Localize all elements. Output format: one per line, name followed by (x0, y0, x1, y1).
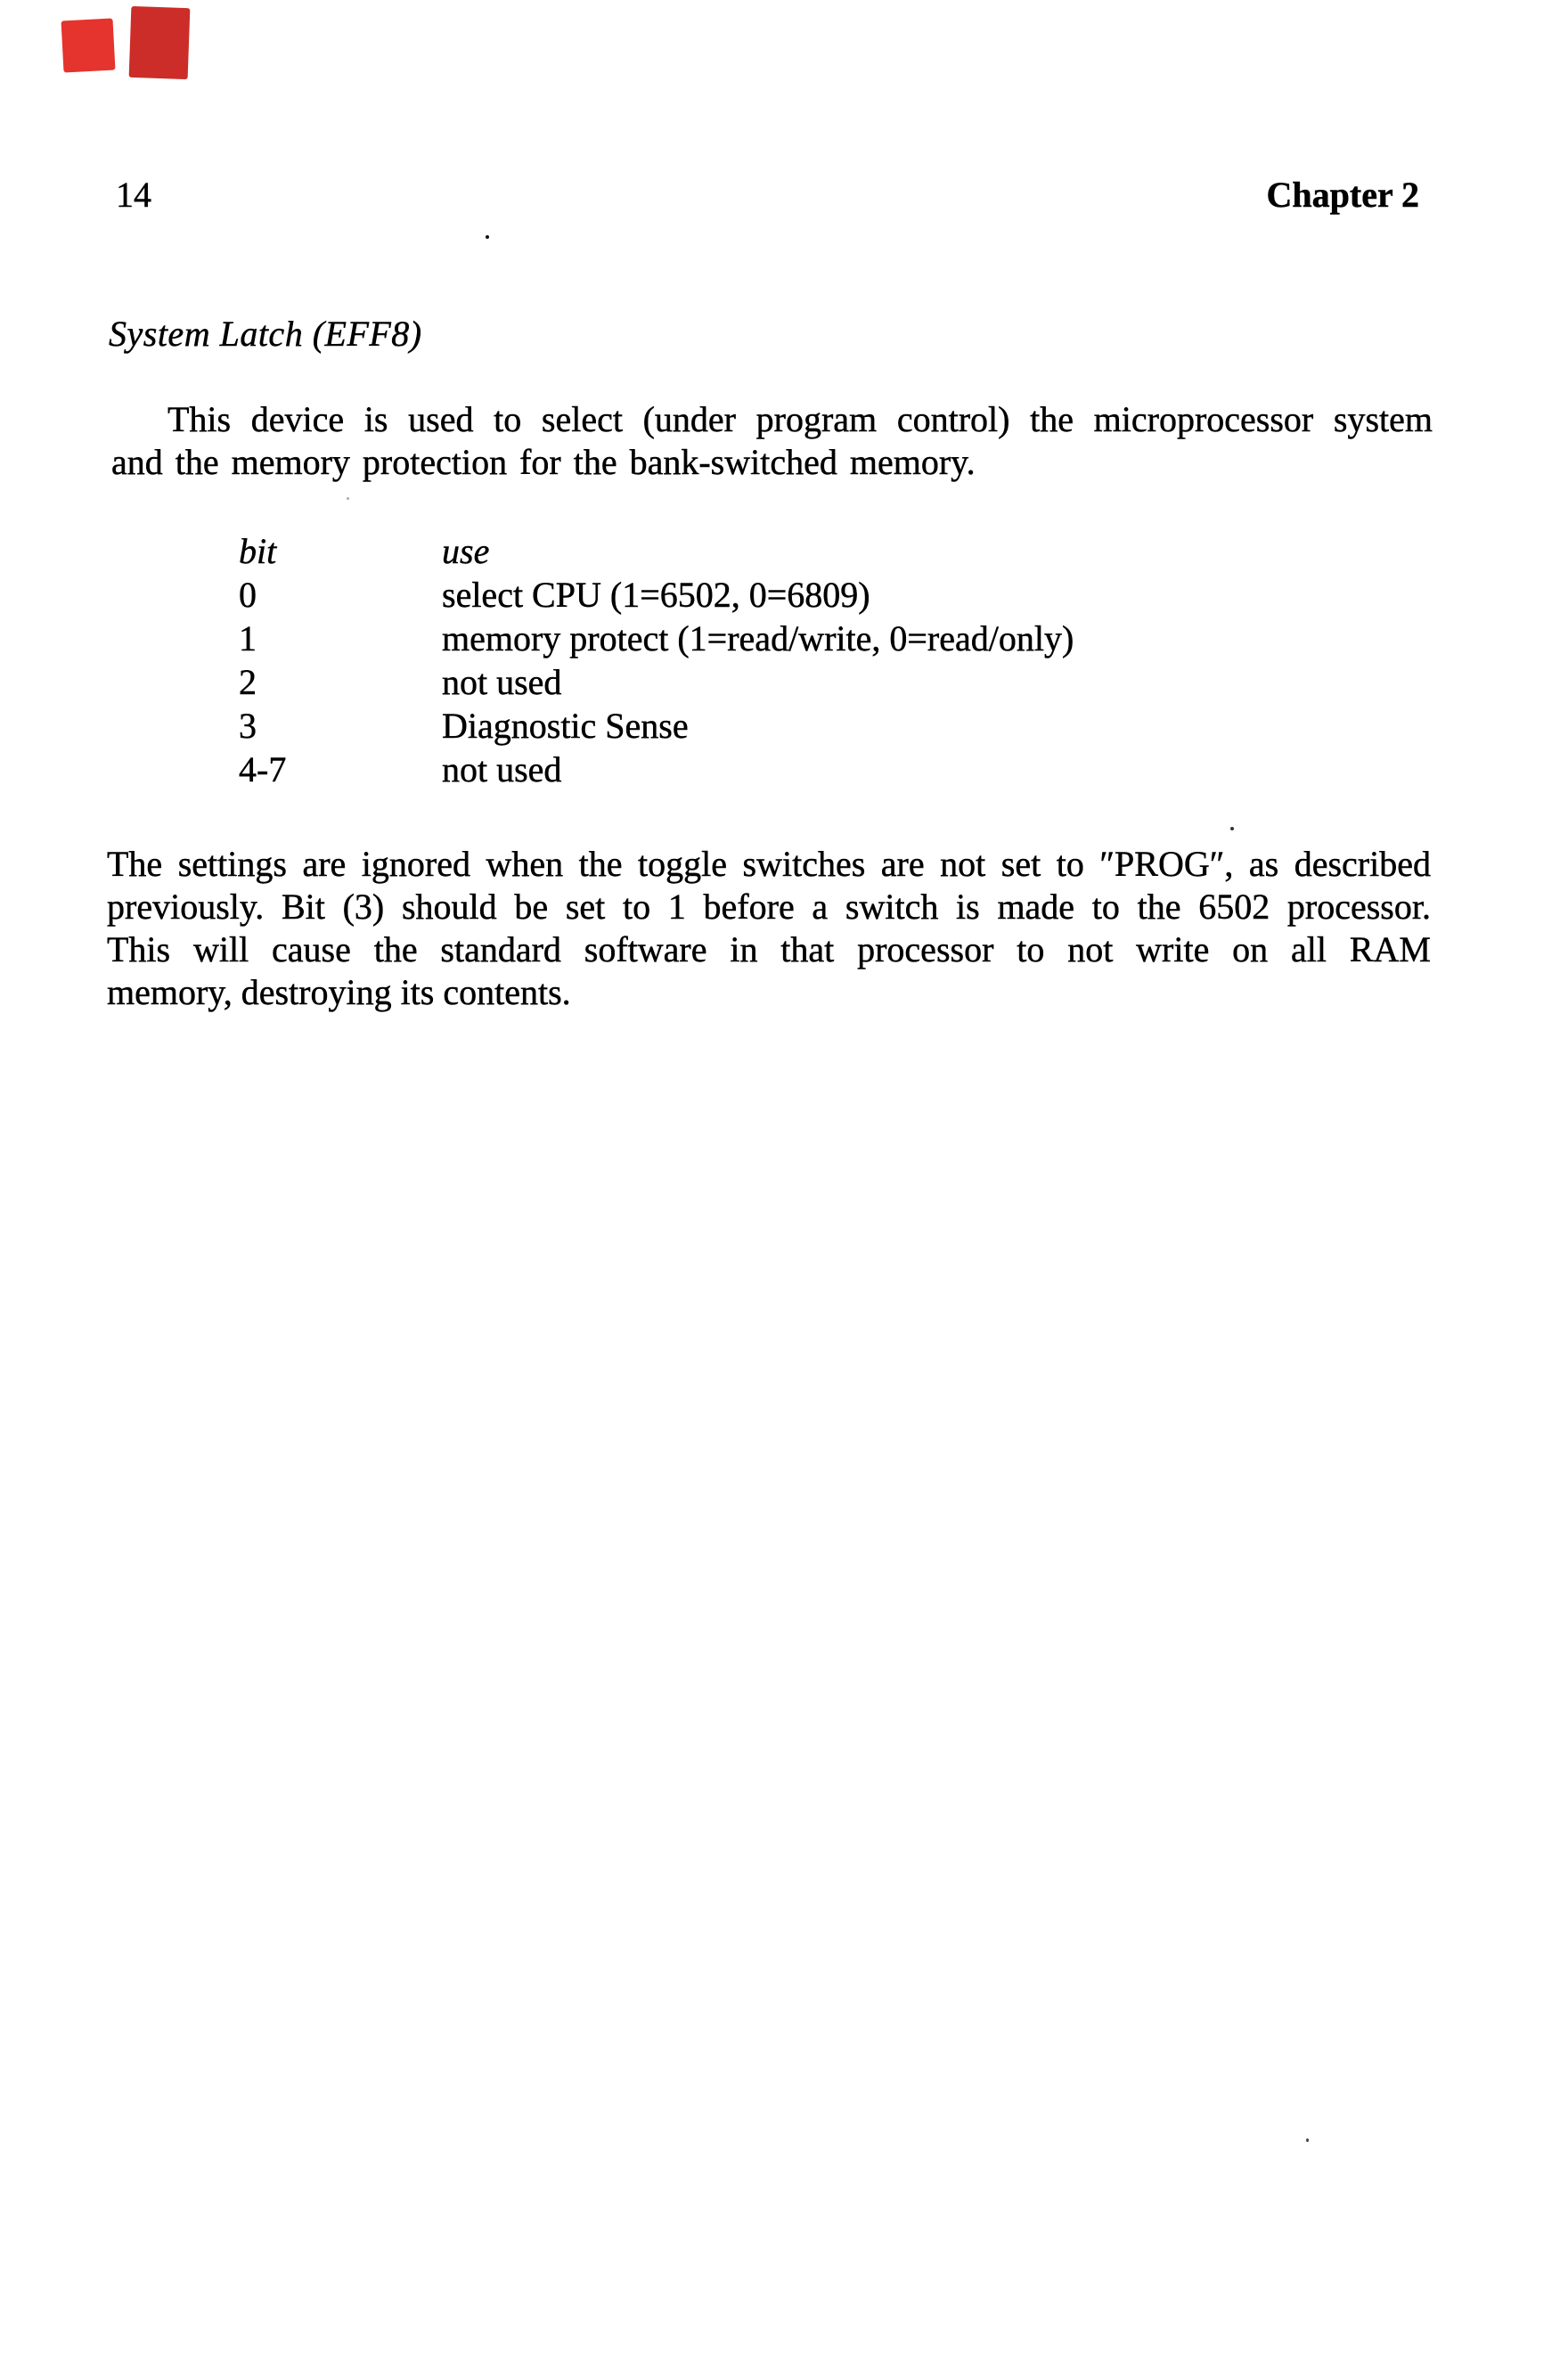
bit-table-row (0, 660, 1568, 704)
use-cell: not used (442, 662, 562, 702)
scan-speck (1230, 827, 1234, 830)
bit-table-row (0, 573, 1568, 617)
use-cell: not used (442, 749, 562, 789)
page-number: 14 (116, 175, 151, 215)
bit-cell: 4-7 (239, 749, 287, 789)
use-cell: select CPU (1=6502, 0=6809) (442, 575, 870, 615)
bit-column-header: bit (239, 531, 277, 571)
scan-speck (1306, 2138, 1309, 2142)
bit-cell: 3 (239, 706, 257, 746)
red-ink-mark (61, 19, 116, 73)
scan-speck (347, 497, 349, 500)
bit-table-row (0, 748, 1568, 791)
paragraph-line: This device is used to select (under program control) the microprocessor system (167, 399, 1433, 439)
bit-table-row (0, 704, 1568, 748)
scan-speck (486, 235, 489, 239)
bit-table-row (0, 617, 1568, 660)
section-title: System Latch (EFF8) (109, 314, 422, 354)
paragraph-line: previously. Bit (3) should be set to 1 before a switch is made to the 6502 processor. (107, 887, 1431, 927)
paragraph-line: memory, destroying its contents. (107, 972, 571, 1012)
use-cell: memory protect (1=read/write, 0=read/only) (442, 618, 1074, 658)
bit-table (0, 529, 1568, 791)
red-ink-mark (129, 6, 191, 79)
bit-cell: 0 (239, 575, 257, 615)
use-cell: Diagnostic Sense (442, 706, 689, 746)
intro-paragraph (111, 398, 1433, 484)
closing-paragraph (107, 843, 1431, 1014)
page-header (116, 174, 1419, 217)
bit-table-header-row (0, 529, 1568, 573)
paragraph-line: and the memory protection for the bank-switched memory. (111, 442, 976, 482)
use-column-header: use (442, 531, 490, 571)
chapter-label: Chapter 2 (1266, 175, 1419, 215)
paragraph-line: The settings are ignored when the toggle switches are not set to ″PROG″, as described (107, 844, 1431, 884)
bit-cell: 1 (239, 618, 257, 658)
bit-cell: 2 (239, 662, 257, 702)
paragraph-line: This will cause the standard software in that processor to not write on all RAM (107, 929, 1431, 969)
